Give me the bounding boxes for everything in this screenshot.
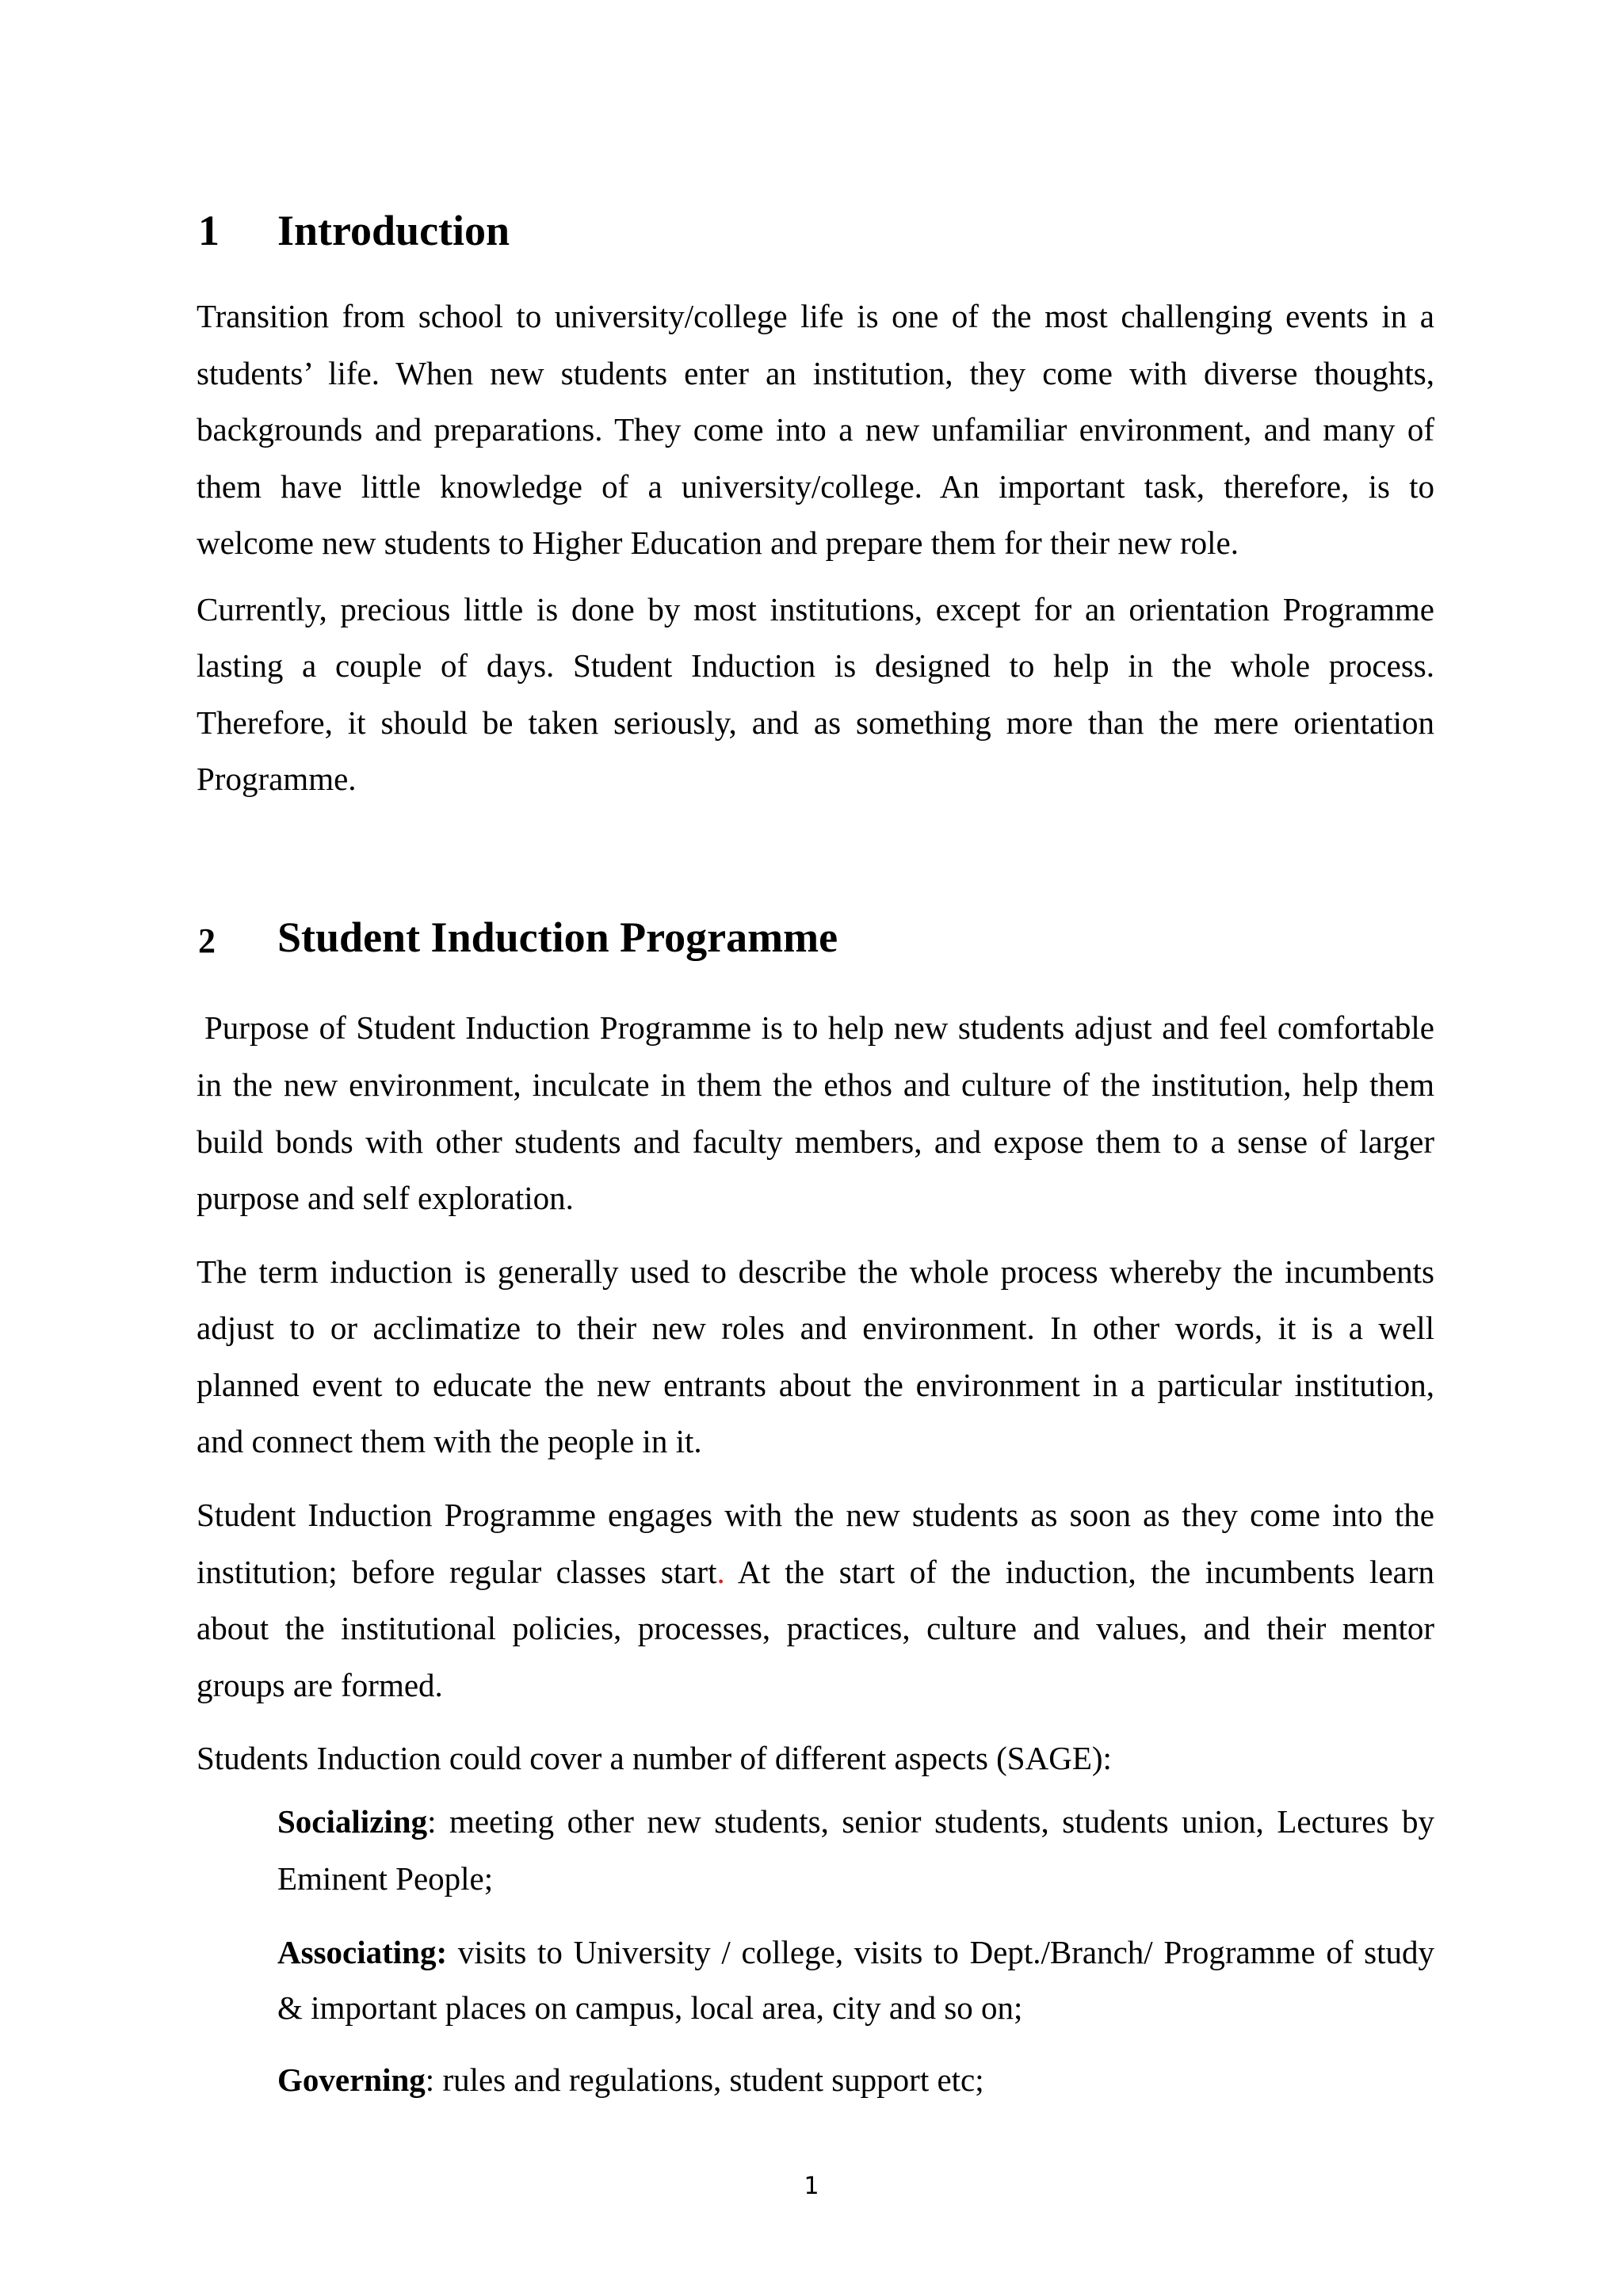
page-number: 1 <box>804 2172 819 2200</box>
section-number: 1 <box>198 207 220 254</box>
text-segment: institution; before regular classes start <box>197 1554 717 1590</box>
text-segment: At the start of the induction, the incumbents learn <box>724 1554 1434 1590</box>
sage-term: Governing <box>277 2061 426 2098</box>
section-title: Introduction <box>277 207 510 254</box>
sage-term: Associating: <box>277 1934 448 1970</box>
section-number: 2 <box>198 921 216 960</box>
section-title: Student Induction Programme <box>277 913 838 961</box>
document-page: 1 Introduction Transition from school to university/college life is one of the most challenging events in a students’ life. When new students enter an institution, they come with diverse thoughts, backgrounds and preparations. They come into a new unfamiliar environment, and many of them have little knowledge of a university/college. An important task, therefore, is to welcome new students to Higher Education and prepare them for their new role. Currently, precious little is done by most institutions, except for an orientation Programme lasting a couple of days. Student Induction is designed to help in the whole process. Therefore, it should be taken seriously, and as something more than the mere orientation Programme. 2 Student Induction Programme Purpose of Student Induction Programme is to help new students adjust and feel comfortable in the new environment, inculcate in them the ethos and culture of the institution, help them build bonds with other students and faculty members, and expose them to a sense of larger purpose and self exploration. The term induction is generally used to describe the whole process whereby the incumbents adjust to or acclimatize to their new roles and environment. In other words, it is a well planned event to educate the new entrants about the environment in a particular institution, and connect them with the people in it. Student Induction Programme engages with the new students as soon as they come into the institution; before regular classes start. At the start of the induction, the incumbents learn about the institutional policies, processes, practices, culture and values, and their mentor groups are formed. Students Induction could cover a number of different aspects (SAGE): Socializing: meeting other new students, senior students, students union, Lectures by Eminent People; Associating: visits to University / college, visits to Dept./Branch/ Programme of study & important places on campus, local area, city and so on; Governing: rules and regulations, student support etc; 1 <box>0 0 1623 2296</box>
sage-term: Socializing <box>277 1803 428 1840</box>
red-period: . <box>716 1554 725 1590</box>
